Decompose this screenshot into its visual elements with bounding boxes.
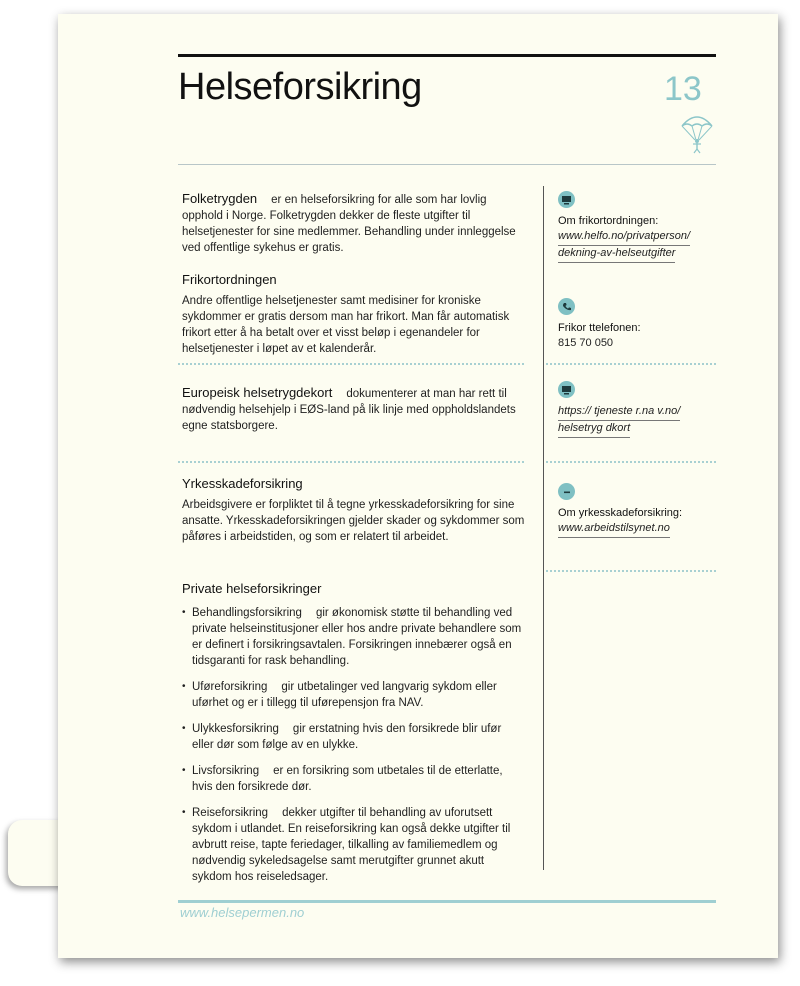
sidebar-label: Frikor ttelefonen:	[558, 322, 641, 334]
section-separator	[178, 461, 524, 463]
list-item-term: Uføreforsikring	[192, 681, 268, 693]
europeisk-body: dokumenterer at man har rett til nødvendig helsehjelp i EØS-land på lik linje med oppholdslandets egne statsborgere.	[182, 388, 516, 432]
list-item	[182, 805, 526, 885]
yrkesskade-heading: Yrkesskadeforsikring	[182, 476, 303, 491]
folketrygden-body: er en helseforsikring for alle som har lovlig opphold i Norge. Folketrygden dekker de fleste utgifter til helsetjenester for sine medlemmer. Behandling under innleggelse ved offentlige sykehus er gratis.	[182, 194, 516, 254]
list-item-text: gir økonomisk støtte til behandling ved private helseinstitusjoner eller hos andre private behandlere som er definert i forsikringsavtalen. Forsikringen innebærer også en tidsgaranti for rask behandling.	[192, 607, 522, 667]
phone-number: 815 70 050	[558, 337, 614, 349]
europeisk-section	[182, 385, 526, 434]
nav-link-line2[interactable]: helsetryg dkort	[558, 421, 630, 438]
page-number: 13	[664, 70, 702, 108]
list-item-term: Ulykkesforsikring	[192, 723, 279, 735]
frikort-section	[182, 272, 526, 357]
sidebar-helsetrygdkort	[558, 381, 728, 438]
page-title: Helseforsikring	[178, 66, 422, 108]
private-heading: Private helseforsikringer	[182, 581, 322, 596]
list-item-text: gir utbetalinger ved langvarig sykdom eller uførhet og er i tillegg til uførepensjon fra NAV.	[192, 681, 497, 709]
yrkesskade-section	[182, 476, 526, 545]
frikort-body: Andre offentlige helsetjenester samt medisiner for kroniske sykdommer er gratis dersom man har frikort. Man får automatisk frikort etter å ha betalt over et visst beløp i egenandeler for helsetjenester i løpet av et kalenderår.	[182, 295, 510, 355]
private-insurance-list	[182, 605, 526, 885]
section-separator	[178, 363, 524, 365]
frikort-heading: Frikortordningen	[182, 272, 277, 287]
column-divider	[543, 186, 544, 870]
computer-icon	[558, 191, 575, 208]
minus-icon	[558, 483, 575, 500]
computer-icon	[558, 381, 575, 398]
yrkesskade-body: Arbeidsgivere er forpliktet til å tegne yrkesskadeforsikring for sine ansatte. Yrkesskadeforsikringen gjelder skader og sykdommer som påføres i arbeidstiden, og som er relatert til arbeidet.	[182, 499, 525, 543]
helfo-link-line2[interactable]: dekning-av-helseutgifter	[558, 246, 675, 263]
list-item	[182, 605, 526, 669]
list-item	[182, 721, 526, 753]
sidebar-label: Om frikortordningen:	[558, 215, 659, 227]
list-item	[182, 763, 526, 795]
header-rule	[178, 164, 716, 165]
sidebar-label: Om yrkesskadeforsikring:	[558, 507, 683, 519]
list-item-text: gir erstatning hvis den forsikrede blir ufør eller dør som følge av en ulykke.	[192, 723, 502, 751]
sidebar-yrkesskade-info	[558, 483, 728, 538]
sidebar-separator	[546, 570, 716, 572]
helfo-link-line1[interactable]: www.helfo.no/privatperson/	[558, 229, 690, 246]
private-section	[182, 581, 526, 895]
sidebar-frikort-phone	[558, 298, 728, 351]
sidebar-separator	[546, 363, 716, 365]
list-item-term: Reiseforsikring	[192, 807, 269, 819]
top-rule	[178, 54, 716, 57]
arbeidstilsynet-link[interactable]: www.arbeidstilsynet.no	[558, 521, 670, 538]
list-item-text: er en forsikring som utbetales til de etterlatte, hvis den forsikrede dør.	[192, 765, 503, 793]
list-item-text: dekker utgifter til behandling av uforutsett sykdom i utlandet. En reiseforsikring kan også dekke utgifter til avbrutt reise, tapte feriedager, tilkalling av familiemedlem og nødvendig sykeledsagelse samt merutgifter grunnet akutt sykdom hos reiseledsager.	[192, 807, 511, 883]
sidebar-separator	[546, 461, 716, 463]
folketrygden-section	[182, 191, 526, 256]
nav-link-line1[interactable]: https:// tjeneste r.na v.no/	[558, 404, 680, 421]
footer-url[interactable]: www.helsepermen.no	[180, 905, 305, 920]
list-item-term: Livsforsikring	[192, 765, 260, 777]
footer-rule	[178, 900, 716, 903]
list-item-term: Behandlingsforsikring	[192, 607, 302, 619]
sidebar-frikort-info	[558, 191, 728, 263]
phone-icon	[558, 298, 575, 315]
europeisk-lead: Europeisk helsetrygdekort	[182, 385, 333, 400]
list-item	[182, 679, 526, 711]
folketrygden-lead: Folketrygden	[182, 191, 258, 206]
parachute-icon	[680, 112, 714, 154]
